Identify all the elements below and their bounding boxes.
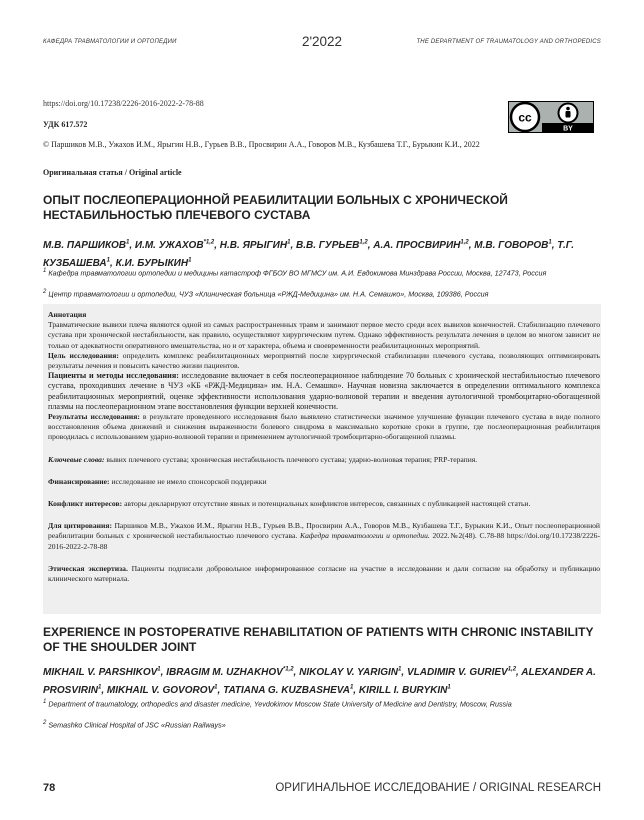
- doi-link[interactable]: https://doi.org/10.17238/2226-2016-2022-2-78-88: [43, 99, 204, 108]
- running-header-right: THE DEPARTMENT OF TRAUMATOLOGY AND ORTHOPEDICS: [416, 39, 601, 45]
- author-list-en: [43, 663, 603, 699]
- citation: Для цитирования: Паршиков М.В., Ужахов И.М., Ярыгин Н.В., Гурьев В.В., Просвирин А.А., Говоров М.В., Кузбашева Т.Г., Бурыкин К.И., Опыт послеоперационной реабилитации больных с хронической нестабильностью плечевого сустава. Кафедра травматологии и ортопедии. 2022.№2(48). С.78-88 https://doi.org/10.17238/2226-2016-2022-2-78-88: [48, 521, 600, 551]
- ru-author: И.М. УЖАХОВ$^{*1,2}$,: [134, 240, 220, 252]
- affiliation-2-en: $^2$ Semashko Clinical Hospital of JSC «Russian Railways»: [43, 720, 226, 730]
- ru-author: К.И. БУРЫКИН$^1$: [115, 257, 192, 270]
- article-title-en: EXPERIENCE IN POSTOPERATIVE REHABILITATION OF PATIENTS WITH CHRONIC INSTABILITY OF THE SHOULDER JOINT: [43, 625, 594, 654]
- abstract-results: Результаты исследования: в результате проведенного исследования было выявлено статистически значимое улучшение функции плечевого сустава в виде полного восстановления объема движений и снижения выраженности болевого синдрома в максимально короткие сроки в группе, где послеоперационная реабилитация проводилась с использованием ударно-волновой терапии и применением аутологичной тромбоцитарно-обогащенной плазмы.: [48, 412, 600, 442]
- affiliation-2-ru: $^2$ Центр травматологии и ортопедии, ЧУЗ «Клиническая больница «РЖД-Медицина» им. Н.А. Семашко», Москва, 109386, Россия: [43, 289, 489, 299]
- ru-author: А.А. ПРОСВИРИН$^{1,2}$,: [373, 240, 475, 252]
- issue-number: 2'2022: [301, 34, 343, 49]
- abstract-heading: Аннотация: [48, 310, 87, 319]
- en-author: ALEXANDER A. PROSVIRIN$^1$,: [43, 667, 596, 697]
- ru-author: М.В. ПАРШИКОВ$^1$,: [43, 240, 135, 252]
- funding: Финансирование: исследование не имело спонсорской поддержки: [48, 476, 267, 486]
- abstract-intro: Травматические вывихи плеча являются одной из самых распространенных травм и занимают первое место среди всех вывихов конечностей. Стабилизацию плечевого сустава при хронической нестабильности, как правило, осуществляют хирургическим путем. Однако эффективность результата лечения в целом во многом зависит не только от адекватности оперативного вмешательства, но и от характера, объема и своевременности реабилитационных мероприятий.: [48, 320, 600, 350]
- en-author: IBRAGIM M. UZHAKHOV$^{*1,2}$,: [166, 667, 300, 679]
- ru-author: М.В. ГОВОРОВ$^1$,: [474, 240, 558, 252]
- cc-by-license-icon: [508, 101, 594, 133]
- section-label: ОРИГИНАЛЬНОЕ ИССЛЕДОВАНИЕ / ORIGINAL RESEARCH: [275, 782, 601, 794]
- ru-author: Н.В. ЯРЫГИН$^1$,: [219, 240, 296, 252]
- affiliation-1-ru: $^1$ Кафедра травматологии ортопедии и медицины катастроф ФГБОУ ВО МГМСУ им. А.И. Евдокимова Минздрава России, Москва, 127473, Россия: [43, 268, 547, 278]
- en-author: MIKHAIL V. PARSHIKOV$^1$,: [43, 667, 167, 679]
- abstract-methods: Пациенты и методы исследования: исследование включает в себя послеоперационное наблюдение 70 больных с хронической нестабильностью плечевого сустава, проходивших лечение в ЧУЗ «КБ «РЖД-Медицина» им. Н.А. Семашко». Научная новизна заключается в определении оптимального комплекса реабилитационных мероприятий, оценке эффективности использования ударно-волновой терапии и введения аутологичной тромбоцитарно-обогащенной плазмы на послеоперационном этапе восстановления функции верхней конечности.: [48, 371, 600, 411]
- ethics-review: Этическая экспертиза. Пациенты подписали добровольное информированное согласие на участие в исследовании и дали согласие на обработку и публикацию клинического материала.: [48, 563, 600, 584]
- en-author: NIKOLAY V. YARIGIN$^1$,: [299, 667, 407, 679]
- article-title-ru: ОПЫТ ПОСЛЕОПЕРАЦИОННОЙ РЕАБИЛИТАЦИИ БОЛЬНЫХ С ХРОНИЧЕСКОЙ НЕСТАБИЛЬНОСТЬЮ ПЛЕЧЕВОГО СУСТАВА: [43, 193, 508, 222]
- en-author: MIKHAIL V. GOVOROV$^1$,: [106, 684, 224, 697]
- abstract-aim: Цель исследования: определить комплекс реабилитационных мероприятий после хирургической стабилизации плечевого сустава, позволяющих оптимизировать результаты лечения и повысить качество жизни пациентов.: [48, 350, 600, 371]
- affiliation-1-en: $^1$ Department of traumatology, orthopedics and disaster medicine, Yevdokimov Moscow State University of Medicine and Dentistry, Moscow, Russia: [43, 699, 512, 709]
- conflict-of-interest: Конфликт интересов: авторы декларируют отсутствие явных и потенциальных конфликтов интересов, связанных с публикацией настоящей статьи.: [48, 499, 531, 509]
- page-number: 78: [43, 782, 56, 794]
- cc-label: cc: [518, 110, 532, 125]
- en-author: TATIANA G. KUZBASHEVA$^1$,: [223, 684, 359, 697]
- udk-code: УДК 617.572: [43, 120, 88, 129]
- abstract-block: [48, 310, 600, 584]
- by-label: BY: [563, 125, 573, 133]
- article-type: Оригинальная статья / Original article: [43, 168, 182, 177]
- running-header-left: КАФЕДРА ТРАВМАТОЛОГИИ И ОРТОПЕДИИ: [43, 39, 177, 45]
- ru-author: Т.Г. КУЗБАШЕВА$^1$,: [43, 240, 575, 270]
- en-author: KIRILL I. BURYKIN$^1$: [358, 684, 451, 697]
- en-author: VLADIMIR V. GURIEV$^{1,2}$,: [406, 667, 522, 679]
- keywords: Ключевые слова: вывих плечевого сустава; хроническая нестабильность плечевого сустава; ударно-волновая терапия; PRP-терапия.: [48, 454, 478, 464]
- ru-author: В.В. ГУРЬЕВ$^{1,2}$,: [296, 240, 374, 252]
- copyright-line: © Паршиков М.В., Ужахов И.М., Ярыгин Н.В., Гурьев В.В., Просвирин А.А., Говоров М.В., Кузбашева Т.Г., Бурыкин К.И., 2022: [43, 140, 480, 149]
